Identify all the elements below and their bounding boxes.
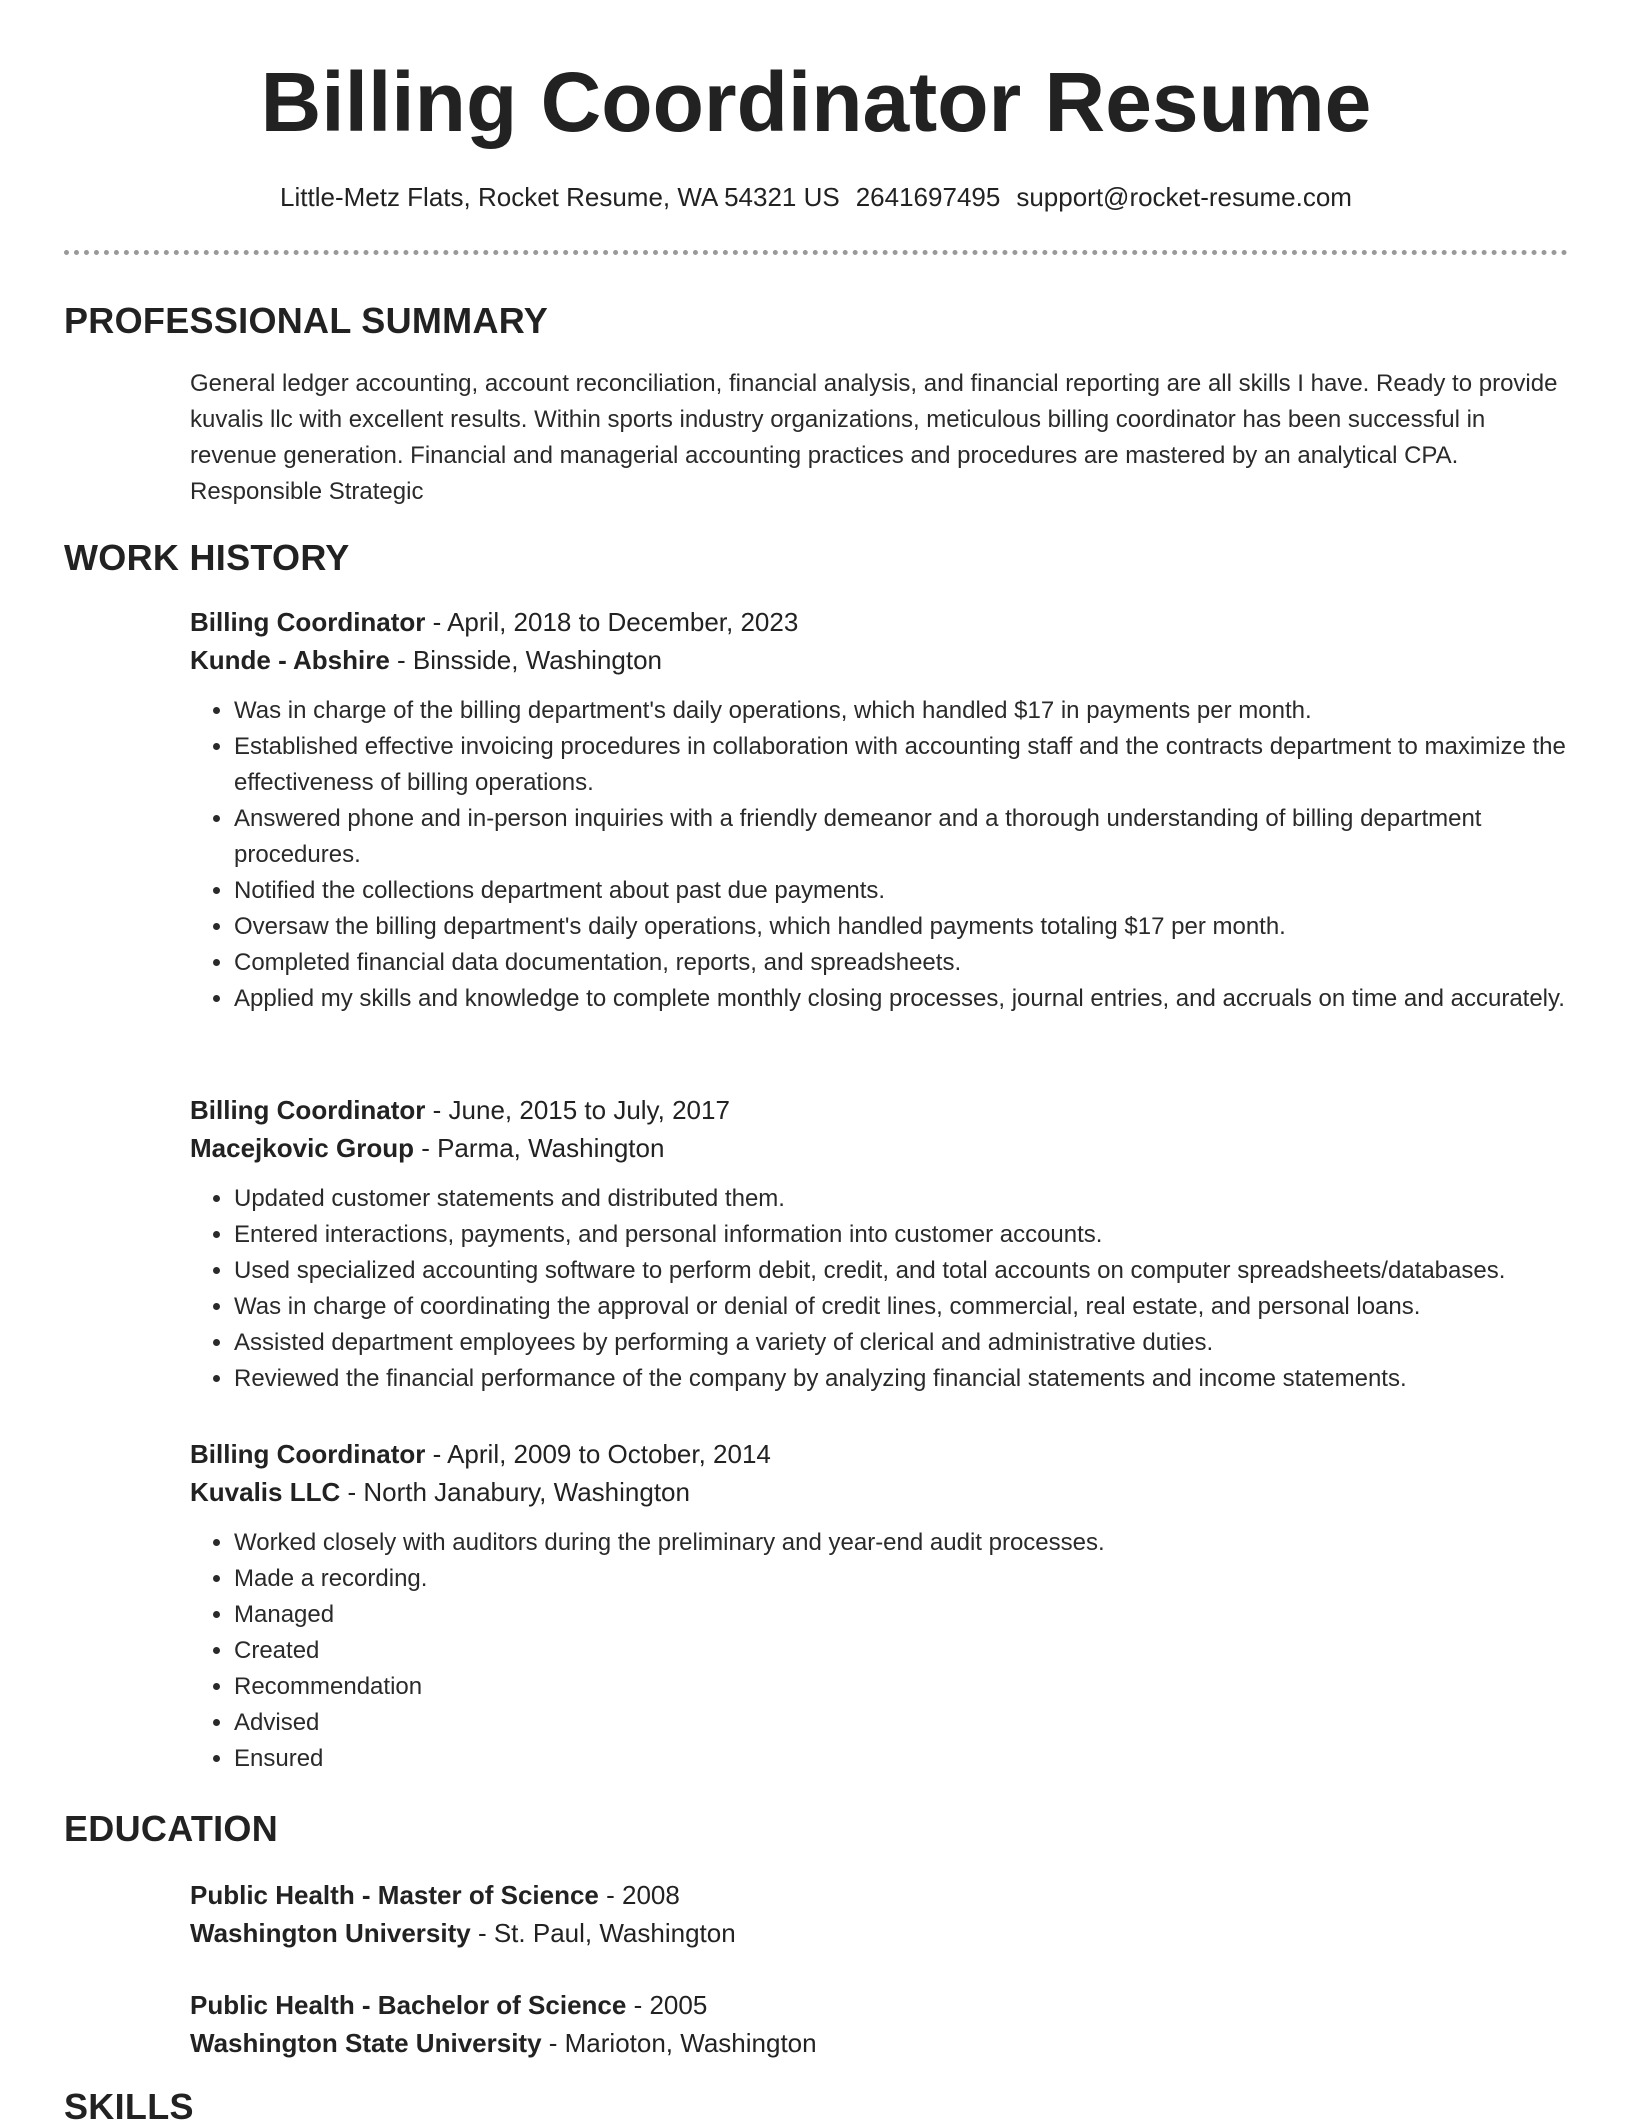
- summary-heading: PROFESSIONAL SUMMARY: [64, 300, 549, 341]
- school-location: - St. Paul, Washington: [470, 1918, 736, 1948]
- job-bullet: • Oversaw the billing department's daily operations, which handled payments totaling $17 per month.: [234, 909, 1570, 945]
- job-dates: - April, 2009 to October, 2014: [425, 1439, 771, 1469]
- job-bullet: • Updated customer statements and distributed them.: [234, 1181, 1570, 1217]
- job-bullet: • Created: [234, 1633, 1570, 1669]
- job-bullet: • Was in charge of coordinating the approval or denial of credit lines, commercial, real estate, and personal loans.: [234, 1289, 1570, 1325]
- job-bullet-list: [190, 693, 1570, 1017]
- degree-year: - 2005: [626, 1990, 708, 2020]
- job-company: Kuvalis LLC: [190, 1477, 341, 1507]
- job-title-line: [190, 1435, 1570, 1473]
- job-location: - North Janabury, Washington: [340, 1477, 690, 1507]
- job-entry: [190, 603, 1570, 1017]
- degree-line: [190, 1876, 1570, 1914]
- job-dates: - April, 2018 to December, 2023: [425, 607, 799, 637]
- job-company: Kunde - Abshire: [190, 645, 390, 675]
- education-entry: [190, 1986, 1570, 2062]
- job-entry: [190, 1435, 1570, 1777]
- education-heading: EDUCATION: [64, 1808, 279, 1849]
- degree: Public Health - Bachelor of Science: [190, 1990, 627, 2020]
- school-line: [190, 1914, 1570, 1952]
- job-bullet-list: [190, 1525, 1570, 1777]
- contact-line: [0, 182, 1632, 213]
- degree: Public Health - Master of Science: [190, 1880, 599, 1910]
- job-company-line: [190, 1473, 1570, 1511]
- job-bullet: • Used specialized accounting software to perform debit, credit, and total accounts on computer spreadsheets/databases.: [234, 1253, 1570, 1289]
- job-title: Billing Coordinator: [190, 1439, 426, 1469]
- job-bullet: • Worked closely with auditors during the preliminary and year-end audit processes.: [234, 1525, 1570, 1561]
- job-bullet: • Made a recording.: [234, 1561, 1570, 1597]
- job-company-line: [190, 641, 1570, 679]
- summary-text: General ledger accounting, account reconciliation, financial analysis, and financial reporting are all skills I have. Ready to provide kuvalis llc with excellent results. Within sports industry organizations, meticulous billing coordinator has been successful in revenue generation. Financial and managerial accounting practices and procedures are mastered by an analytical CPA. Responsible Strategic: [190, 370, 1558, 505]
- job-title: Billing Coordinator: [190, 607, 426, 637]
- job-bullet: • Established effective invoicing procedures in collaboration with accounting staff and the contracts department to maximize the effectiveness of billing operations.: [234, 729, 1570, 801]
- skills-heading: SKILLS: [64, 2086, 194, 2127]
- contact-email[interactable]: support@rocket-resume.com: [1016, 182, 1352, 212]
- job-bullet-list: [190, 1181, 1570, 1397]
- school-line: [190, 2024, 1570, 2062]
- degree-year: - 2008: [598, 1880, 680, 1910]
- job-bullet: • Managed: [234, 1597, 1570, 1633]
- job-title: Billing Coordinator: [190, 1095, 426, 1125]
- job-company: Macejkovic Group: [190, 1133, 414, 1163]
- job-title-line: [190, 603, 1570, 641]
- resume-title: Billing Coordinator Resume: [260, 55, 1372, 149]
- job-bullet: • Recommendation: [234, 1669, 1570, 1705]
- education-entry: [190, 1876, 1570, 1952]
- job-bullet: • Answered phone and in-person inquiries with a friendly demeanor and a thorough understanding of billing department procedures.: [234, 801, 1570, 873]
- job-bullet: • Was in charge of the billing department's daily operations, which handled $17 in payments per month.: [234, 693, 1570, 729]
- job-bullet: • Notified the collections department about past due payments.: [234, 873, 1570, 909]
- job-dates: - June, 2015 to July, 2017: [425, 1095, 730, 1125]
- job-location: - Parma, Washington: [413, 1133, 665, 1163]
- contact-address: Little-Metz Flats, Rocket Resume, WA 54321 US: [280, 182, 840, 212]
- job-bullet: • Ensured: [234, 1741, 1570, 1777]
- job-location: - Binsside, Washington: [389, 645, 662, 675]
- header-divider: [64, 250, 1568, 255]
- school: Washington State University: [190, 2028, 542, 2058]
- work-history-heading: WORK HISTORY: [64, 537, 350, 578]
- school: Washington University: [190, 1918, 471, 1948]
- school-location: - Marioton, Washington: [541, 2028, 817, 2058]
- job-title-line: [190, 1091, 1570, 1129]
- job-bullet: • Completed financial data documentation, reports, and spreadsheets.: [234, 945, 1570, 981]
- job-bullet: • Reviewed the financial performance of the company by analyzing financial statements and income statements.: [234, 1361, 1570, 1397]
- job-company-line: [190, 1129, 1570, 1167]
- job-bullet: • Advised: [234, 1705, 1570, 1741]
- contact-phone: 2641697495: [855, 182, 1001, 212]
- job-bullet: • Applied my skills and knowledge to complete monthly closing processes, journal entries, and accruals on time and accurately.: [234, 981, 1570, 1017]
- job-bullet: • Entered interactions, payments, and personal information into customer accounts.: [234, 1217, 1570, 1253]
- job-bullet: • Assisted department employees by performing a variety of clerical and administrative duties.: [234, 1325, 1570, 1361]
- degree-line: [190, 1986, 1570, 2024]
- job-entry: [190, 1091, 1570, 1397]
